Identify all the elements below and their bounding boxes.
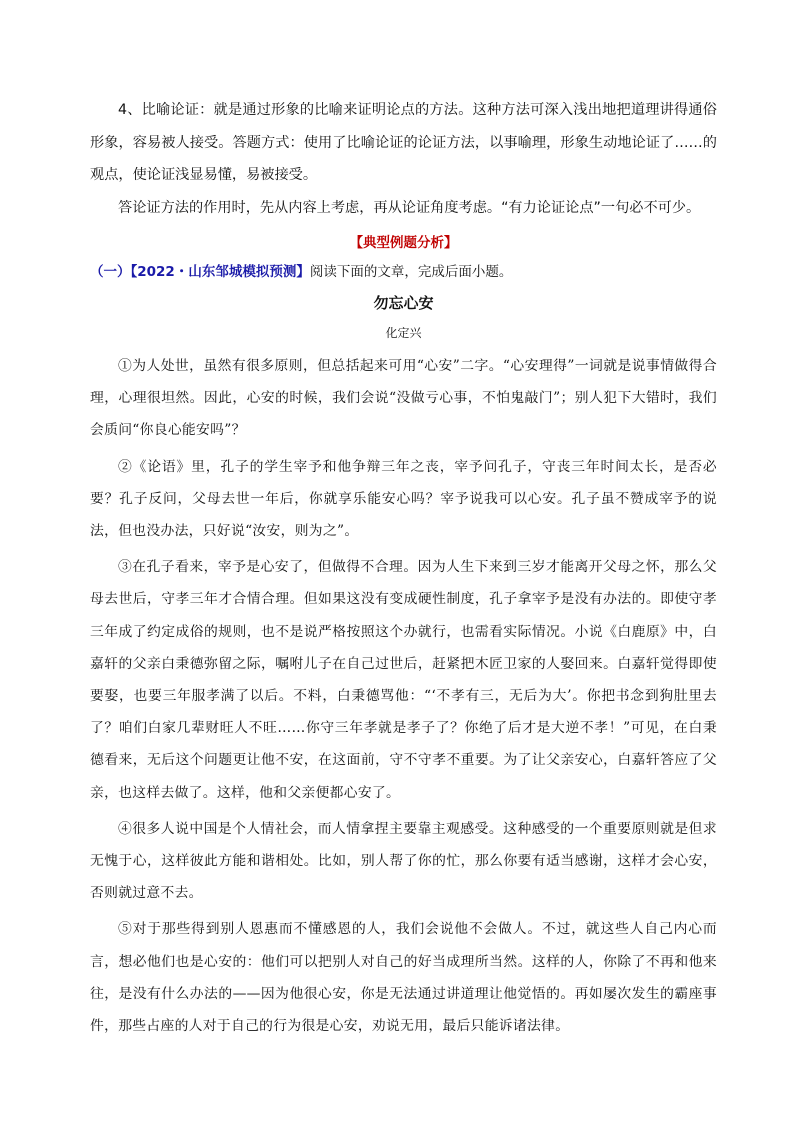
article-paragraph-3: ③在孔子看来，宰予是心安了，但做得不合理。因为人生下来到三岁才能离开父母之怀，那么父母去世后，守孝三年才合情合理。但如果这没有变成硬性制度，孔子拿宰予是没有办法的。即使守孝三年成了约定成俗的规则，也不是说严格按照这个办就行，也需看实际情况。小说《白鹿原》中，白嘉轩的父亲白秉德弥留之际，嘱咐儿子在自己过世后，赶紧把木匠卫家的人娶回来。白嘉轩觉得即使要娶，也要三年服孝满了以后。不料，白秉德骂他：“‘不孝有三，无后为大’。你把书念到狗肚里去了？咱们白家几辈财旺人不旺……你守三年孝就是孝子了？你绝了后才是大逆不孝！”可见，在白秉德看来，无后这个问题更让他不安，在这面前，守不守孝不重要。为了让父亲安心，白嘉轩答应了父亲，也这样去做了。这样，他和父亲便都心安了。 xyxy=(90,559,717,801)
article-author: 化定兴 xyxy=(385,326,422,340)
analogy-method-paragraph: 4、比喻论证：就是通过形象的比喻来证明论点的方法。这种方法可深入浅出地把道理讲得通俗形象，容易被人接受。答题方式：使用了比喻论证的论证方法，以事喻理，形象生动地论证了……的观点，使论证浅显易懂，易被接受。 xyxy=(90,102,717,183)
article-paragraph-4: ④很多人说中国是个人情社会，而人情拿捏主要靠主观感受。这种感受的一个重要原则就是但求无愧于心，这样彼此方能和谐相处。比如，别人帮了你的忙，那么你要有适当感谢，这样才会心安，否则就过意不去。 xyxy=(90,820,717,902)
section-heading: 【典型例题分析】 xyxy=(349,235,458,251)
answer-tip-paragraph: 答论证方法的作用时，先从内容上考虑，再从论证角度考虑。“有力论证论点”一句必不可少。 xyxy=(118,199,701,216)
article-paragraph-2: ②《论语》里，孔子的学生宰予和他争辩三年之丧，宰予问孔子，守丧三年时间太长，是否必要？孔子反问，父母去世一年后，你就享乐能安心吗？宰予说我可以心安。孔子虽不赞成宰予的说法，但也没办法，只好说“汝安，则为之”。 xyxy=(90,458,717,540)
article-paragraph-1: ①为人处世，虽然有很多原则，但总括起来可用“心安”二字。“心安理得”一词就是说事情做得合理，心理很坦然。因此，心安的时候，我们会说“没做亏心事，不怕鬼敲门”；别人犯下大错时，我们会质问“你良心能安吗”？ xyxy=(90,358,717,439)
question-instruction: 阅读下面的文章，完成后面小题。 xyxy=(309,264,513,280)
article-title: 勿忘心安 xyxy=(373,294,434,312)
article-paragraph-5: ⑤对于那些得到别人恩惠而不懂感恩的人，我们会说他不会做人。不过，就这些人自己内心而言，想必他们也是心安的：他们可以把别人对自己的好当成理所当然。这样的人，你除了不再和他来往，是没有什么办法的——因为他很心安，你是无法通过讲道理让他觉悟的。再如屡次发生的霸座事件，那些占座的人对于自己的行为很是心安，劝说无用，最后只能诉诸法律。 xyxy=(90,921,717,1035)
page-content xyxy=(90,94,717,1042)
question-number: （一） xyxy=(90,264,131,280)
question-source-line xyxy=(90,258,717,286)
question-source-tag: 【2022・山东邹城模拟预测】 xyxy=(130,264,310,280)
